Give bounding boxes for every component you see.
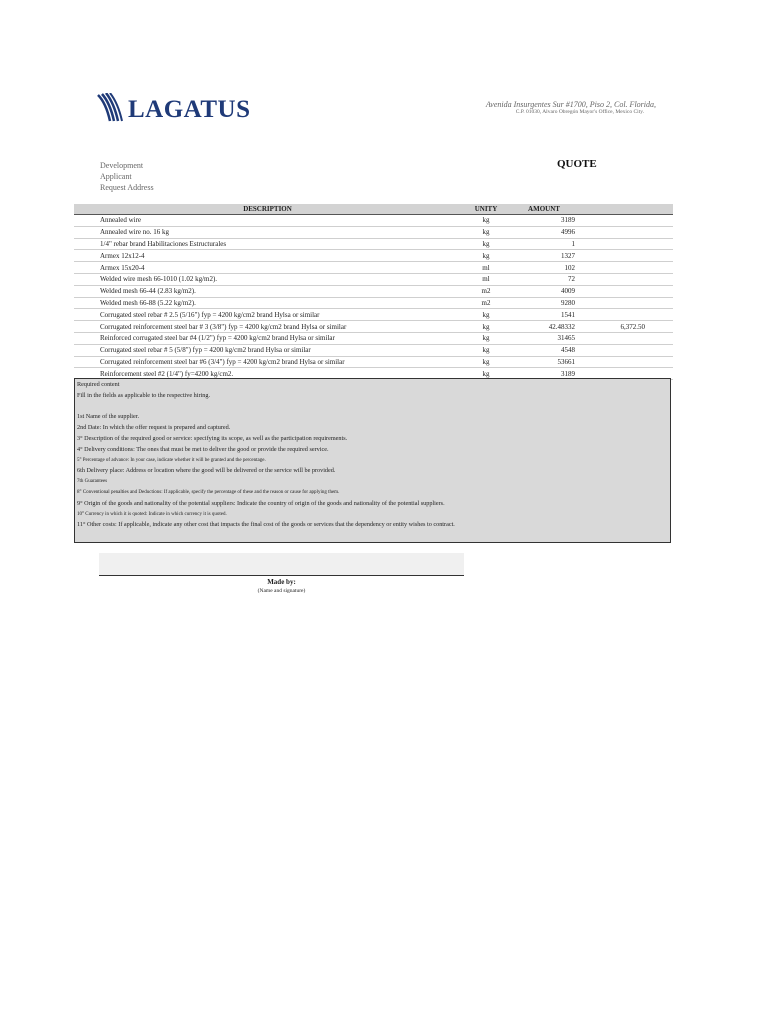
row-extra bbox=[577, 273, 673, 285]
row-unit: ml bbox=[461, 262, 511, 274]
row-amount: 1541 bbox=[511, 309, 577, 321]
row-extra bbox=[577, 250, 673, 262]
requirement-item: 9° Origin of the goods and nationality of the potential suppliers: Indicate the country of origin of the goods and nationality of the potential suppliers. bbox=[77, 499, 445, 507]
row-unit: kg bbox=[461, 356, 511, 368]
row-description: Corrugated reinforcement steel bar #6 (3/4") fyp = 4200 kg/cm2 brand Hylsa or similar bbox=[74, 356, 461, 368]
row-description: Annealed wire bbox=[74, 215, 461, 227]
row-description: Reinforcement steel #2 (1/4") fy=4200 kg/cm2. bbox=[74, 368, 461, 380]
row-extra bbox=[577, 344, 673, 356]
row-amount: 53661 bbox=[511, 356, 577, 368]
row-unit: ml bbox=[461, 273, 511, 285]
required-content-box bbox=[74, 378, 671, 543]
row-unit: kg bbox=[461, 332, 511, 344]
request-address-label: Request Address bbox=[100, 183, 154, 192]
row-unit: kg bbox=[461, 309, 511, 321]
amount-header: AMOUNT bbox=[511, 204, 577, 215]
description-header: DESCRIPTION bbox=[74, 204, 461, 215]
logo-mark-icon bbox=[96, 93, 128, 123]
row-unit: kg bbox=[461, 344, 511, 356]
table-body bbox=[74, 215, 673, 380]
requirement-item: 11° Other costs: If applicable, indicate any other cost that impacts the final cost of the goods or services that the dependency or entity wishes to contract. bbox=[77, 521, 455, 529]
row-unit: kg bbox=[461, 250, 511, 262]
requirement-item: 10° Currency in which it is quoted: Indicate in which currency it is quoted. bbox=[77, 511, 227, 517]
company-address-line1: Avenida Insurgentes Sur #1700, Piso 2, Col. Florida, bbox=[485, 100, 656, 109]
required-content-title: Required content bbox=[77, 381, 120, 388]
table-row bbox=[74, 226, 673, 238]
row-amount: 42.48332 bbox=[511, 321, 577, 333]
row-unit: kg bbox=[461, 215, 511, 227]
row-unit: m2 bbox=[461, 285, 511, 297]
row-description: Armex 15x20-4 bbox=[74, 262, 461, 274]
row-unit: kg bbox=[461, 226, 511, 238]
table-row bbox=[74, 215, 673, 227]
table-row bbox=[74, 285, 673, 297]
table-row bbox=[74, 321, 673, 333]
table-row bbox=[74, 332, 673, 344]
company-address-line2: C.P. 01030, Alvaro Obregón Mayor's Office, Mexico City. bbox=[515, 109, 644, 115]
row-description: 1/4" rebar brand Habilitaciones Estructurales bbox=[74, 238, 461, 250]
row-description: Welded mesh 66-44 (2.83 kg/m2). bbox=[74, 285, 461, 297]
requirement-item: 5° Percentage of advance: In your case, indicate whether it will be granted and the percentage. bbox=[77, 457, 266, 463]
row-extra bbox=[577, 297, 673, 309]
spacer bbox=[77, 402, 670, 413]
row-description: Welded mesh 66-88 (5.22 kg/m2). bbox=[74, 297, 461, 309]
table-row bbox=[74, 250, 673, 262]
row-description: Corrugated steel rebar # 2.5 (5/16") fyp = 4200 kg/cm2 brand Hylsa or similar bbox=[74, 309, 461, 321]
table-header-row bbox=[74, 204, 673, 215]
requirement-item: 1st Name of the supplier. bbox=[77, 413, 140, 421]
row-amount: 3189 bbox=[511, 368, 577, 380]
table-row bbox=[74, 309, 673, 321]
row-amount: 4996 bbox=[511, 226, 577, 238]
row-description: Welded wire mesh 66-1010 (1.02 kg/m2). bbox=[74, 273, 461, 285]
row-extra bbox=[577, 332, 673, 344]
requirement-item: 8° Conventional penalties and Deductions: If applicable, specify the percentage of these and the reason or cause for applying them. bbox=[77, 489, 340, 495]
table-row bbox=[74, 262, 673, 274]
unity-header: UNITY bbox=[461, 204, 511, 215]
row-amount: 102 bbox=[511, 262, 577, 274]
table-row bbox=[74, 356, 673, 368]
row-amount: 31465 bbox=[511, 332, 577, 344]
row-amount: 4009 bbox=[511, 285, 577, 297]
row-extra bbox=[577, 309, 673, 321]
signature-field[interactable] bbox=[99, 553, 464, 576]
row-extra bbox=[577, 262, 673, 274]
row-description: Reinforced corrugated steel bar #4 (1/2") fyp = 4200 kg/cm2 brand Hylsa or similar bbox=[74, 332, 461, 344]
items-table bbox=[74, 204, 673, 380]
extra-header bbox=[577, 204, 673, 215]
row-amount: 72 bbox=[511, 273, 577, 285]
row-unit: m2 bbox=[461, 297, 511, 309]
requirement-item: 2nd Date: In which the offer request is prepared and captured. bbox=[77, 424, 231, 432]
requirement-item: 7th Guarantees bbox=[77, 479, 108, 485]
row-extra: 6,372.50 bbox=[577, 321, 673, 333]
logo-text: LAGATUS bbox=[128, 96, 251, 123]
row-amount: 1 bbox=[511, 238, 577, 250]
development-label: Development bbox=[100, 161, 144, 170]
row-extra bbox=[577, 215, 673, 227]
row-unit: kg bbox=[461, 238, 511, 250]
table-row bbox=[74, 238, 673, 250]
row-extra bbox=[577, 238, 673, 250]
row-amount: 3189 bbox=[511, 215, 577, 227]
row-extra bbox=[577, 226, 673, 238]
row-amount: 9280 bbox=[511, 297, 577, 309]
requirement-item: 4° Delivery conditions: The ones that must be met to deliver the good or provide the required service. bbox=[77, 445, 329, 453]
row-description: Corrugated steel rebar # 5 (5/8") fyp = 4200 kg/cm2 brand Hylsa or similar bbox=[74, 344, 461, 356]
name-and-signature-label: (Name and signature) bbox=[257, 588, 306, 594]
row-unit: kg bbox=[461, 321, 511, 333]
row-extra bbox=[577, 356, 673, 368]
row-extra bbox=[577, 285, 673, 297]
row-description: Armex 12x12-4 bbox=[74, 250, 461, 262]
row-description: Corrugated reinforcement steel bar # 3 (3/8") fyp = 4200 kg/cm2 brand Hylsa or similar bbox=[74, 321, 461, 333]
table-row bbox=[74, 297, 673, 309]
row-unit: kg bbox=[461, 368, 511, 380]
company-logo bbox=[96, 93, 251, 125]
table-row bbox=[74, 273, 673, 285]
quote-title: QUOTE bbox=[557, 158, 597, 170]
made-by-label: Made by: bbox=[267, 578, 296, 586]
row-amount: 4548 bbox=[511, 344, 577, 356]
table-row bbox=[74, 344, 673, 356]
requirement-item: 3° Description of the required good or service: specifying its scope, as well as the participation requirements. bbox=[77, 434, 348, 442]
applicant-label: Applicant bbox=[100, 172, 132, 181]
row-amount: 1327 bbox=[511, 250, 577, 262]
requirement-item: 6th Delivery place: Address or location where the good will be delivered or the service will be provided. bbox=[77, 467, 336, 475]
required-content-subtitle: Fill in the fields as applicable to the respective hiring. bbox=[77, 391, 210, 399]
row-description: Annealed wire no. 16 kg bbox=[74, 226, 461, 238]
